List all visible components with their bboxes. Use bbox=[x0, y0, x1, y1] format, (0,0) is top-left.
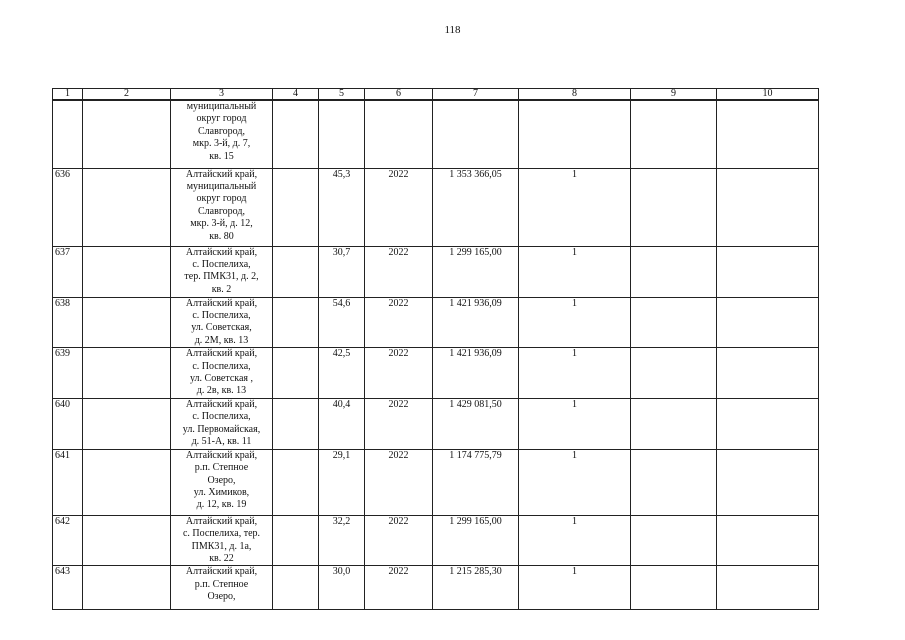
row-number-cell: 642 bbox=[53, 515, 83, 566]
column-header: 6 bbox=[365, 89, 433, 101]
empty-cell bbox=[273, 246, 319, 297]
empty-cell bbox=[631, 297, 717, 348]
address-line: кв. 15 bbox=[209, 150, 234, 162]
address-line: ПМК31, д. 1а, bbox=[191, 540, 252, 552]
address-line: с. Поспелиха, тер. bbox=[182, 528, 261, 540]
empty-cell bbox=[273, 515, 319, 566]
address-line: р.п. Степное bbox=[194, 462, 249, 474]
row-number-cell: 640 bbox=[53, 398, 83, 449]
year-cell: 2022 bbox=[365, 449, 433, 515]
table-row bbox=[53, 515, 819, 566]
year-cell: 2022 bbox=[365, 515, 433, 566]
empty-cell bbox=[273, 168, 319, 246]
table-row bbox=[53, 398, 819, 449]
table-row bbox=[53, 297, 819, 348]
empty-cell bbox=[83, 398, 171, 449]
empty-cell bbox=[83, 168, 171, 246]
row-number-cell: 636 bbox=[53, 168, 83, 246]
column-header: 8 bbox=[519, 89, 631, 101]
address-line: Озеро, bbox=[207, 474, 236, 486]
address-line: кв. 22 bbox=[209, 552, 234, 564]
empty-cell bbox=[631, 246, 717, 297]
column-number-header-row bbox=[53, 89, 819, 101]
address-cell bbox=[171, 168, 273, 246]
housing-registry-table bbox=[52, 88, 819, 610]
row-number-cell: 637 bbox=[53, 246, 83, 297]
count-cell: 1 bbox=[519, 566, 631, 610]
column-header: 2 bbox=[83, 89, 171, 101]
empty-cell bbox=[717, 297, 819, 348]
column-header: 1 bbox=[53, 89, 83, 101]
empty-cell bbox=[717, 449, 819, 515]
address-line: Алтайский край, bbox=[185, 348, 258, 360]
area-cell: 32,2 bbox=[319, 515, 365, 566]
empty-cell bbox=[717, 168, 819, 246]
table-row bbox=[53, 348, 819, 399]
year-cell: 2022 bbox=[365, 398, 433, 449]
empty-cell bbox=[631, 515, 717, 566]
empty-cell bbox=[631, 398, 717, 449]
address-line: Алтайский край, bbox=[185, 297, 258, 309]
column-header: 7 bbox=[433, 89, 519, 101]
price-cell: 1 353 366,05 bbox=[433, 168, 519, 246]
area-cell: 45,3 bbox=[319, 168, 365, 246]
column-header: 10 bbox=[717, 89, 819, 101]
address-line: д. 2в, кв. 13 bbox=[196, 385, 247, 397]
price-cell: 1 299 165,00 bbox=[433, 515, 519, 566]
address-cell bbox=[171, 398, 273, 449]
empty-cell bbox=[631, 168, 717, 246]
address-cell bbox=[171, 297, 273, 348]
empty-cell bbox=[273, 297, 319, 348]
price-cell: 1 174 775,79 bbox=[433, 449, 519, 515]
empty-cell bbox=[83, 449, 171, 515]
address-line: кв. 2 bbox=[211, 283, 232, 295]
row-number-cell: 643 bbox=[53, 566, 83, 610]
empty-cell bbox=[717, 566, 819, 610]
year-cell: 2022 bbox=[365, 246, 433, 297]
address-line: с. Поспелиха, bbox=[192, 411, 251, 423]
count-cell: 1 bbox=[519, 168, 631, 246]
empty-cell bbox=[83, 566, 171, 610]
address-line: Алтайский край, bbox=[185, 566, 258, 578]
address-line: ул. Советская, bbox=[191, 322, 252, 334]
address-line: с. Поспелиха, bbox=[192, 309, 251, 321]
address-line: Алтайский край, bbox=[185, 246, 258, 258]
address-line: р.п. Степное bbox=[194, 578, 249, 590]
address-line: округ город bbox=[196, 113, 247, 125]
price-cell: 1 421 936,09 bbox=[433, 297, 519, 348]
address-line: муниципальный bbox=[186, 101, 257, 112]
address-line: Алтайский край, bbox=[185, 168, 258, 180]
year-cell bbox=[365, 100, 433, 168]
year-cell: 2022 bbox=[365, 168, 433, 246]
address-line: Славгород, bbox=[198, 205, 245, 217]
address-cell bbox=[171, 566, 273, 610]
table-row bbox=[53, 246, 819, 297]
area-cell: 42,5 bbox=[319, 348, 365, 399]
address-line: ул. Химиков, bbox=[193, 486, 250, 498]
address-line: Славгород, bbox=[198, 125, 245, 137]
year-cell: 2022 bbox=[365, 348, 433, 399]
address-line: мкр. 3-й, д. 7, bbox=[192, 138, 251, 150]
address-line: Алтайский край, bbox=[185, 515, 258, 527]
empty-cell bbox=[83, 246, 171, 297]
address-line: кв. 80 bbox=[209, 230, 234, 242]
count-cell: 1 bbox=[519, 246, 631, 297]
address-line: с. Поспелиха, bbox=[192, 258, 251, 270]
area-cell bbox=[319, 100, 365, 168]
empty-cell bbox=[717, 348, 819, 399]
area-cell: 30,0 bbox=[319, 566, 365, 610]
price-cell: 1 299 165,00 bbox=[433, 246, 519, 297]
count-cell bbox=[519, 100, 631, 168]
column-header: 5 bbox=[319, 89, 365, 101]
empty-cell bbox=[631, 449, 717, 515]
count-cell: 1 bbox=[519, 348, 631, 399]
empty-cell bbox=[717, 398, 819, 449]
row-number-cell: 638 bbox=[53, 297, 83, 348]
table-row bbox=[53, 449, 819, 515]
address-line: Озеро, bbox=[207, 591, 236, 603]
row-number-cell: 641 bbox=[53, 449, 83, 515]
empty-cell bbox=[83, 100, 171, 168]
address-line: муниципальный bbox=[186, 180, 257, 192]
price-cell: 1 429 081,50 bbox=[433, 398, 519, 449]
count-cell: 1 bbox=[519, 398, 631, 449]
address-line: Алтайский край, bbox=[185, 449, 258, 461]
address-line: округ город bbox=[196, 193, 247, 205]
address-line: ул. Первомайская, bbox=[182, 423, 261, 435]
column-header: 9 bbox=[631, 89, 717, 101]
page-number: 118 bbox=[444, 24, 461, 36]
price-cell: 1 215 285,30 bbox=[433, 566, 519, 610]
address-line: ул. Советская , bbox=[190, 372, 253, 384]
empty-cell bbox=[273, 566, 319, 610]
year-cell: 2022 bbox=[365, 566, 433, 610]
empty-cell bbox=[631, 100, 717, 168]
empty-cell bbox=[631, 348, 717, 399]
table-body bbox=[53, 100, 819, 610]
empty-cell bbox=[717, 100, 819, 168]
column-header: 4 bbox=[273, 89, 319, 101]
address-cell bbox=[171, 515, 273, 566]
area-cell: 30,7 bbox=[319, 246, 365, 297]
row-number-cell bbox=[53, 100, 83, 168]
count-cell: 1 bbox=[519, 449, 631, 515]
address-line: д. 12, кв. 19 bbox=[196, 499, 247, 511]
empty-cell bbox=[273, 398, 319, 449]
area-cell: 29,1 bbox=[319, 449, 365, 515]
empty-cell bbox=[83, 348, 171, 399]
area-cell: 54,6 bbox=[319, 297, 365, 348]
column-header: 3 bbox=[171, 89, 273, 101]
address-cell bbox=[171, 246, 273, 297]
address-cell bbox=[171, 100, 273, 168]
empty-cell bbox=[631, 566, 717, 610]
empty-cell bbox=[83, 515, 171, 566]
address-line: мкр. 3-й, д. 12, bbox=[190, 218, 253, 230]
empty-cell bbox=[717, 515, 819, 566]
count-cell: 1 bbox=[519, 515, 631, 566]
address-line: д. 2М, кв. 13 bbox=[194, 334, 249, 346]
year-cell: 2022 bbox=[365, 297, 433, 348]
empty-cell bbox=[273, 100, 319, 168]
address-line: с. Поспелиха, bbox=[192, 360, 251, 372]
empty-cell bbox=[717, 246, 819, 297]
address-line: Алтайский край, bbox=[185, 398, 258, 410]
address-line: д. 51-А, кв. 11 bbox=[191, 435, 252, 447]
table-row bbox=[53, 100, 819, 168]
price-cell bbox=[433, 100, 519, 168]
address-line: тер. ПМК31, д. 2, bbox=[184, 271, 259, 283]
row-number-cell: 639 bbox=[53, 348, 83, 399]
empty-cell bbox=[273, 449, 319, 515]
area-cell: 40,4 bbox=[319, 398, 365, 449]
address-cell bbox=[171, 449, 273, 515]
table-row bbox=[53, 566, 819, 610]
empty-cell bbox=[273, 348, 319, 399]
table-row bbox=[53, 168, 819, 246]
empty-cell bbox=[83, 297, 171, 348]
price-cell: 1 421 936,09 bbox=[433, 348, 519, 399]
count-cell: 1 bbox=[519, 297, 631, 348]
address-cell bbox=[171, 348, 273, 399]
